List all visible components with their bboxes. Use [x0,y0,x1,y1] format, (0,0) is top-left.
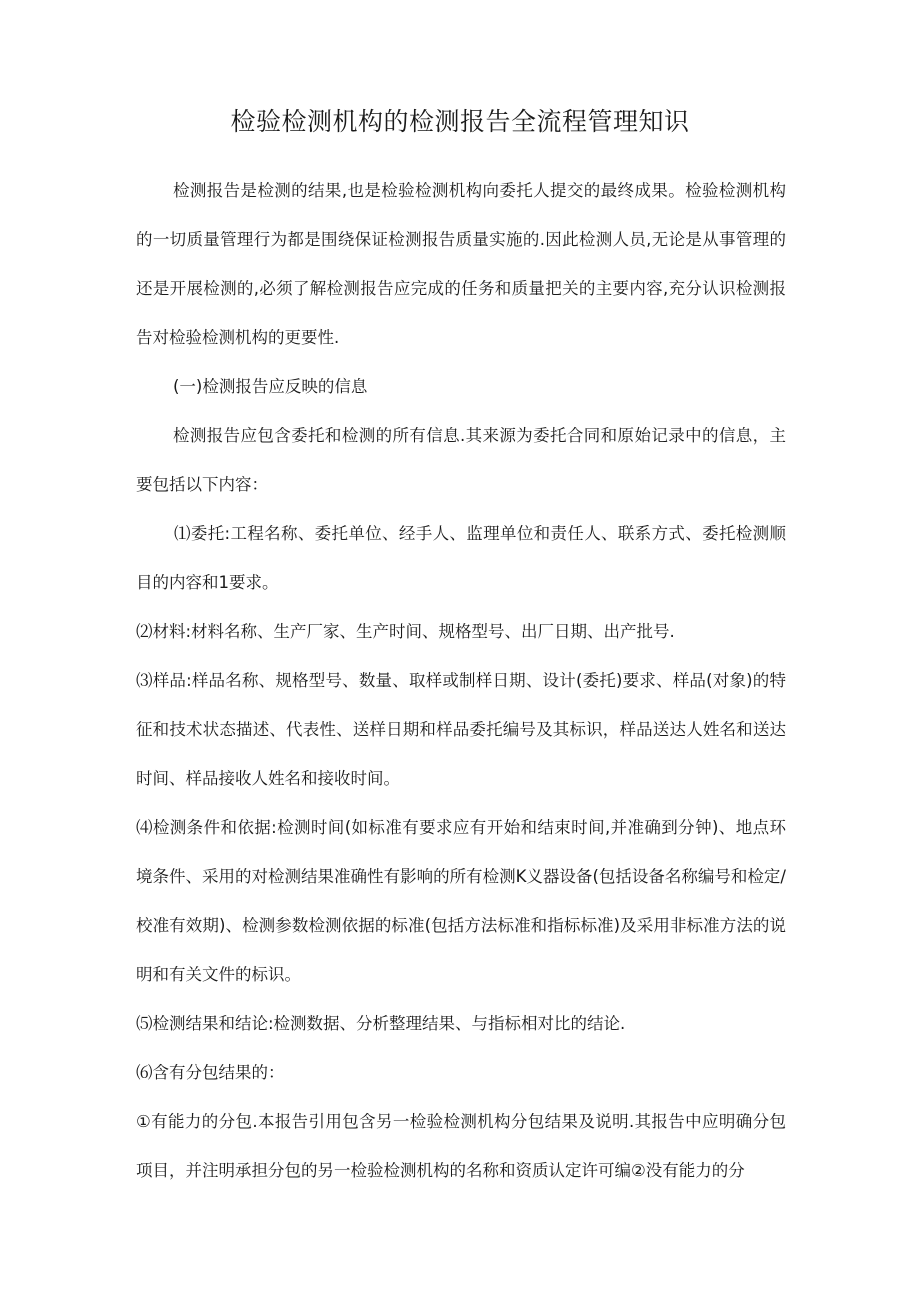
list-item-conditions: ⑷检测条件和依据:检测时间(如标准有要求应有开始和结束时间,并准确到分钟)、地点环境条件、采用的对检测结果准确性有影响的所有检测K义器设备(包括设备名称编号和检定/校准有效期)、检测参数检测依据的标准(包括方法标准和指标标准)及采用非标准方法的说明和有关文件的标识。 [136,818,786,984]
paragraph-info-sources: 检测报告应包含委托和检测的所有信息.其来源为委托合同和原始记录中的信息，主要包括以下内容： [136,426,786,494]
list-item-material: ⑵材料:材料名称、生产厂家、生产时间、规格型号、出厂日期、出产批号. [136,622,675,641]
list-item-sample: ⑶样品:样品名称、规格型号、数量、取样或制样日期、设计(委托)要求、样品(对象)的特征和技术状态描述、代表性、送样日期和样品委托编号及其标识，样品送达人姓名和送达时间、样品接收人姓名和接收时间。 [136,671,786,788]
list-item-subcontract: ⑹含有分包结果的： [136,1063,285,1082]
paragraph-intro: 检测报告是检测的结果,也是检验检测机构向委托人提交的最终成果。检验检测机构的一切质量管理行为都是围绕保证检测报告质量实施的.因此检测人员,无论是从事管理的还是开展检测的,必须了解检测报告应完成的任务和质量把关的主要内容,充分认识检测报告对检验检测机构的更要性. [136,181,786,347]
document-title: 检验检测机构的检测报告全流程管理知识 [230,107,690,136]
list-item-results: ⑸检测结果和结论:检测数据、分析整理结果、与指标相对比的结论. [136,1014,626,1033]
list-item-capable-subcontract: ①有能力的分包.本报告引用包含另一检验检测机构分包结果及说明.其报告中应明确分包项目，并注明承担分包的另一检验检测机构的名称和资质认定许可编②没有能力的分 [136,1112,786,1180]
document-body [136,166,786,1195]
list-item-commission: ⑴委托:工程名称、委托单位、经手人、监理单位和责任人、联系方式、委托检测顺目的内容和1要求。 [136,524,786,592]
section-heading-1: (一)检测报告应反映的信息 [173,377,368,396]
